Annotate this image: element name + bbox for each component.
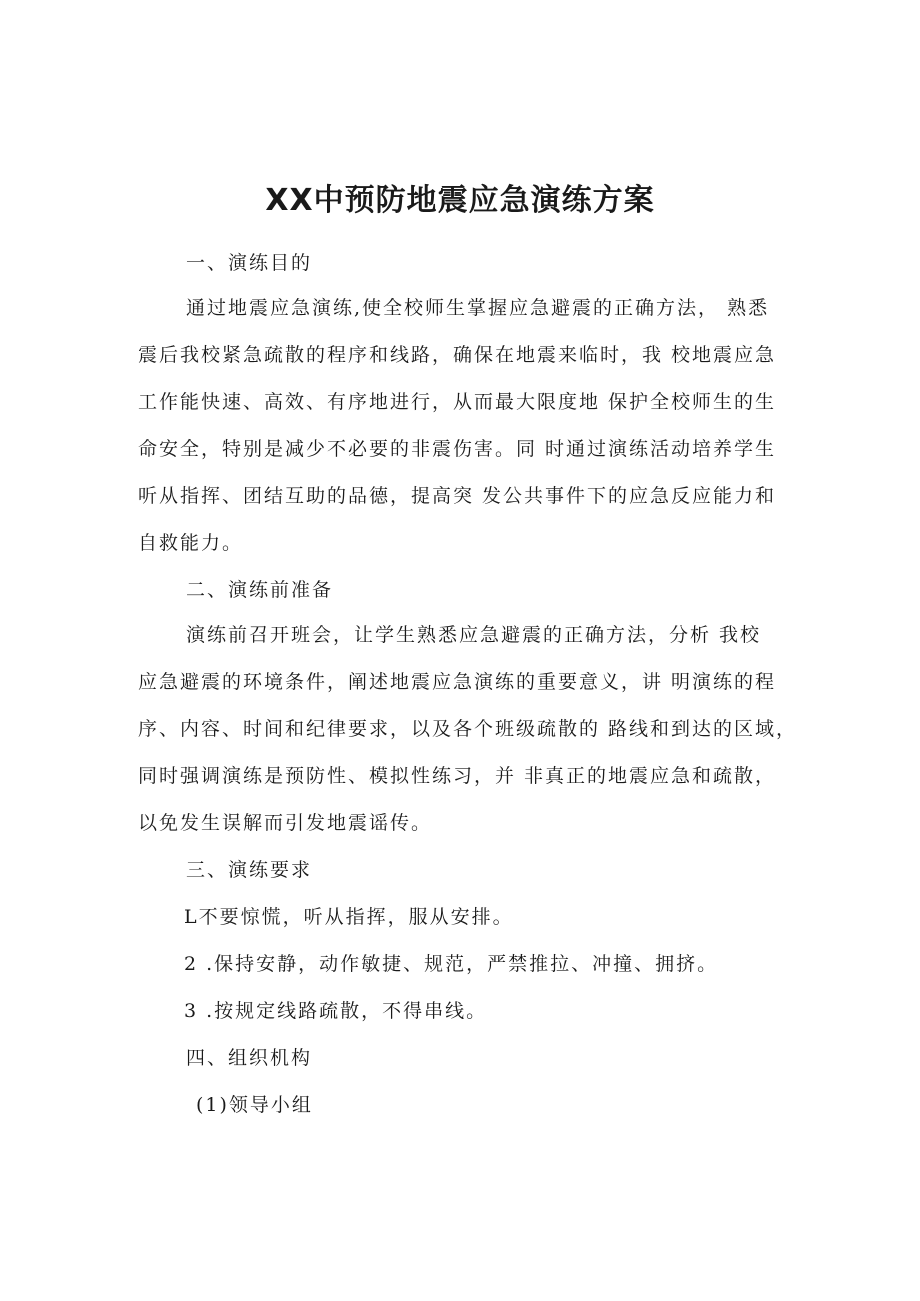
paragraph-line: 命安全，特别是减少不必要的非震伤害。同 时通过演练活动培养学生 <box>138 438 777 460</box>
section-heading-requirements: 三、演练要求 <box>186 859 313 881</box>
paragraph-line: 工作能快速、高效、有序地进行，从而最大限度地 保护全校师生的生 <box>138 391 777 413</box>
section-heading-purpose: 一、演练目的 <box>186 252 313 274</box>
requirement-item-1: L不要惊慌，听从指挥，服从安排。 <box>184 906 514 928</box>
paragraph-line: 同时强调演练是预防性、模拟性练习，并 非真正的地震应急和疏散， <box>138 765 777 787</box>
paragraph-line: 应急避震的环境条件，阐述地震应急演练的重要意义，讲 明演练的程 <box>138 671 777 693</box>
requirement-item-3: 3 .按规定线路疏散，不得串线。 <box>184 1000 488 1022</box>
requirement-item-2: 2 .保持安静，动作敏捷、规范，严禁推拉、冲撞、拥挤。 <box>184 953 719 975</box>
paragraph-line: 演练前召开班会，让学生熟悉应急避震的正确方法，分析 我校 <box>186 624 762 646</box>
section-heading-organization: 四、组织机构 <box>186 1047 313 1069</box>
section-paragraph-preparation <box>138 612 798 847</box>
paragraph-line: 震后我校紧急疏散的程序和线路，确保在地震来临时，我 校地震应急 <box>138 344 777 366</box>
paragraph-line: 通过地震应急演练,使全校师生掌握应急避震的正确方法， 熟悉 <box>186 297 770 319</box>
paragraph-line: 序、内容、时间和纪律要求，以及各个班级疏散的 路线和到达的区域， <box>138 718 798 740</box>
paragraph-line: 自救能力。 <box>138 532 244 554</box>
section-heading-preparation: 二、演练前准备 <box>186 579 334 601</box>
subheading-leadership-group: (1)领导小组 <box>196 1094 313 1116</box>
document-title: XX中预防地震应急演练方案 <box>265 183 655 218</box>
section-paragraph-purpose <box>138 285 788 567</box>
paragraph-line: 听从指挥、团结互助的品德，提高突 发公共事件下的应急反应能力和 <box>138 485 777 507</box>
paragraph-line: 以免发生误解而引发地震谣传。 <box>138 812 433 834</box>
